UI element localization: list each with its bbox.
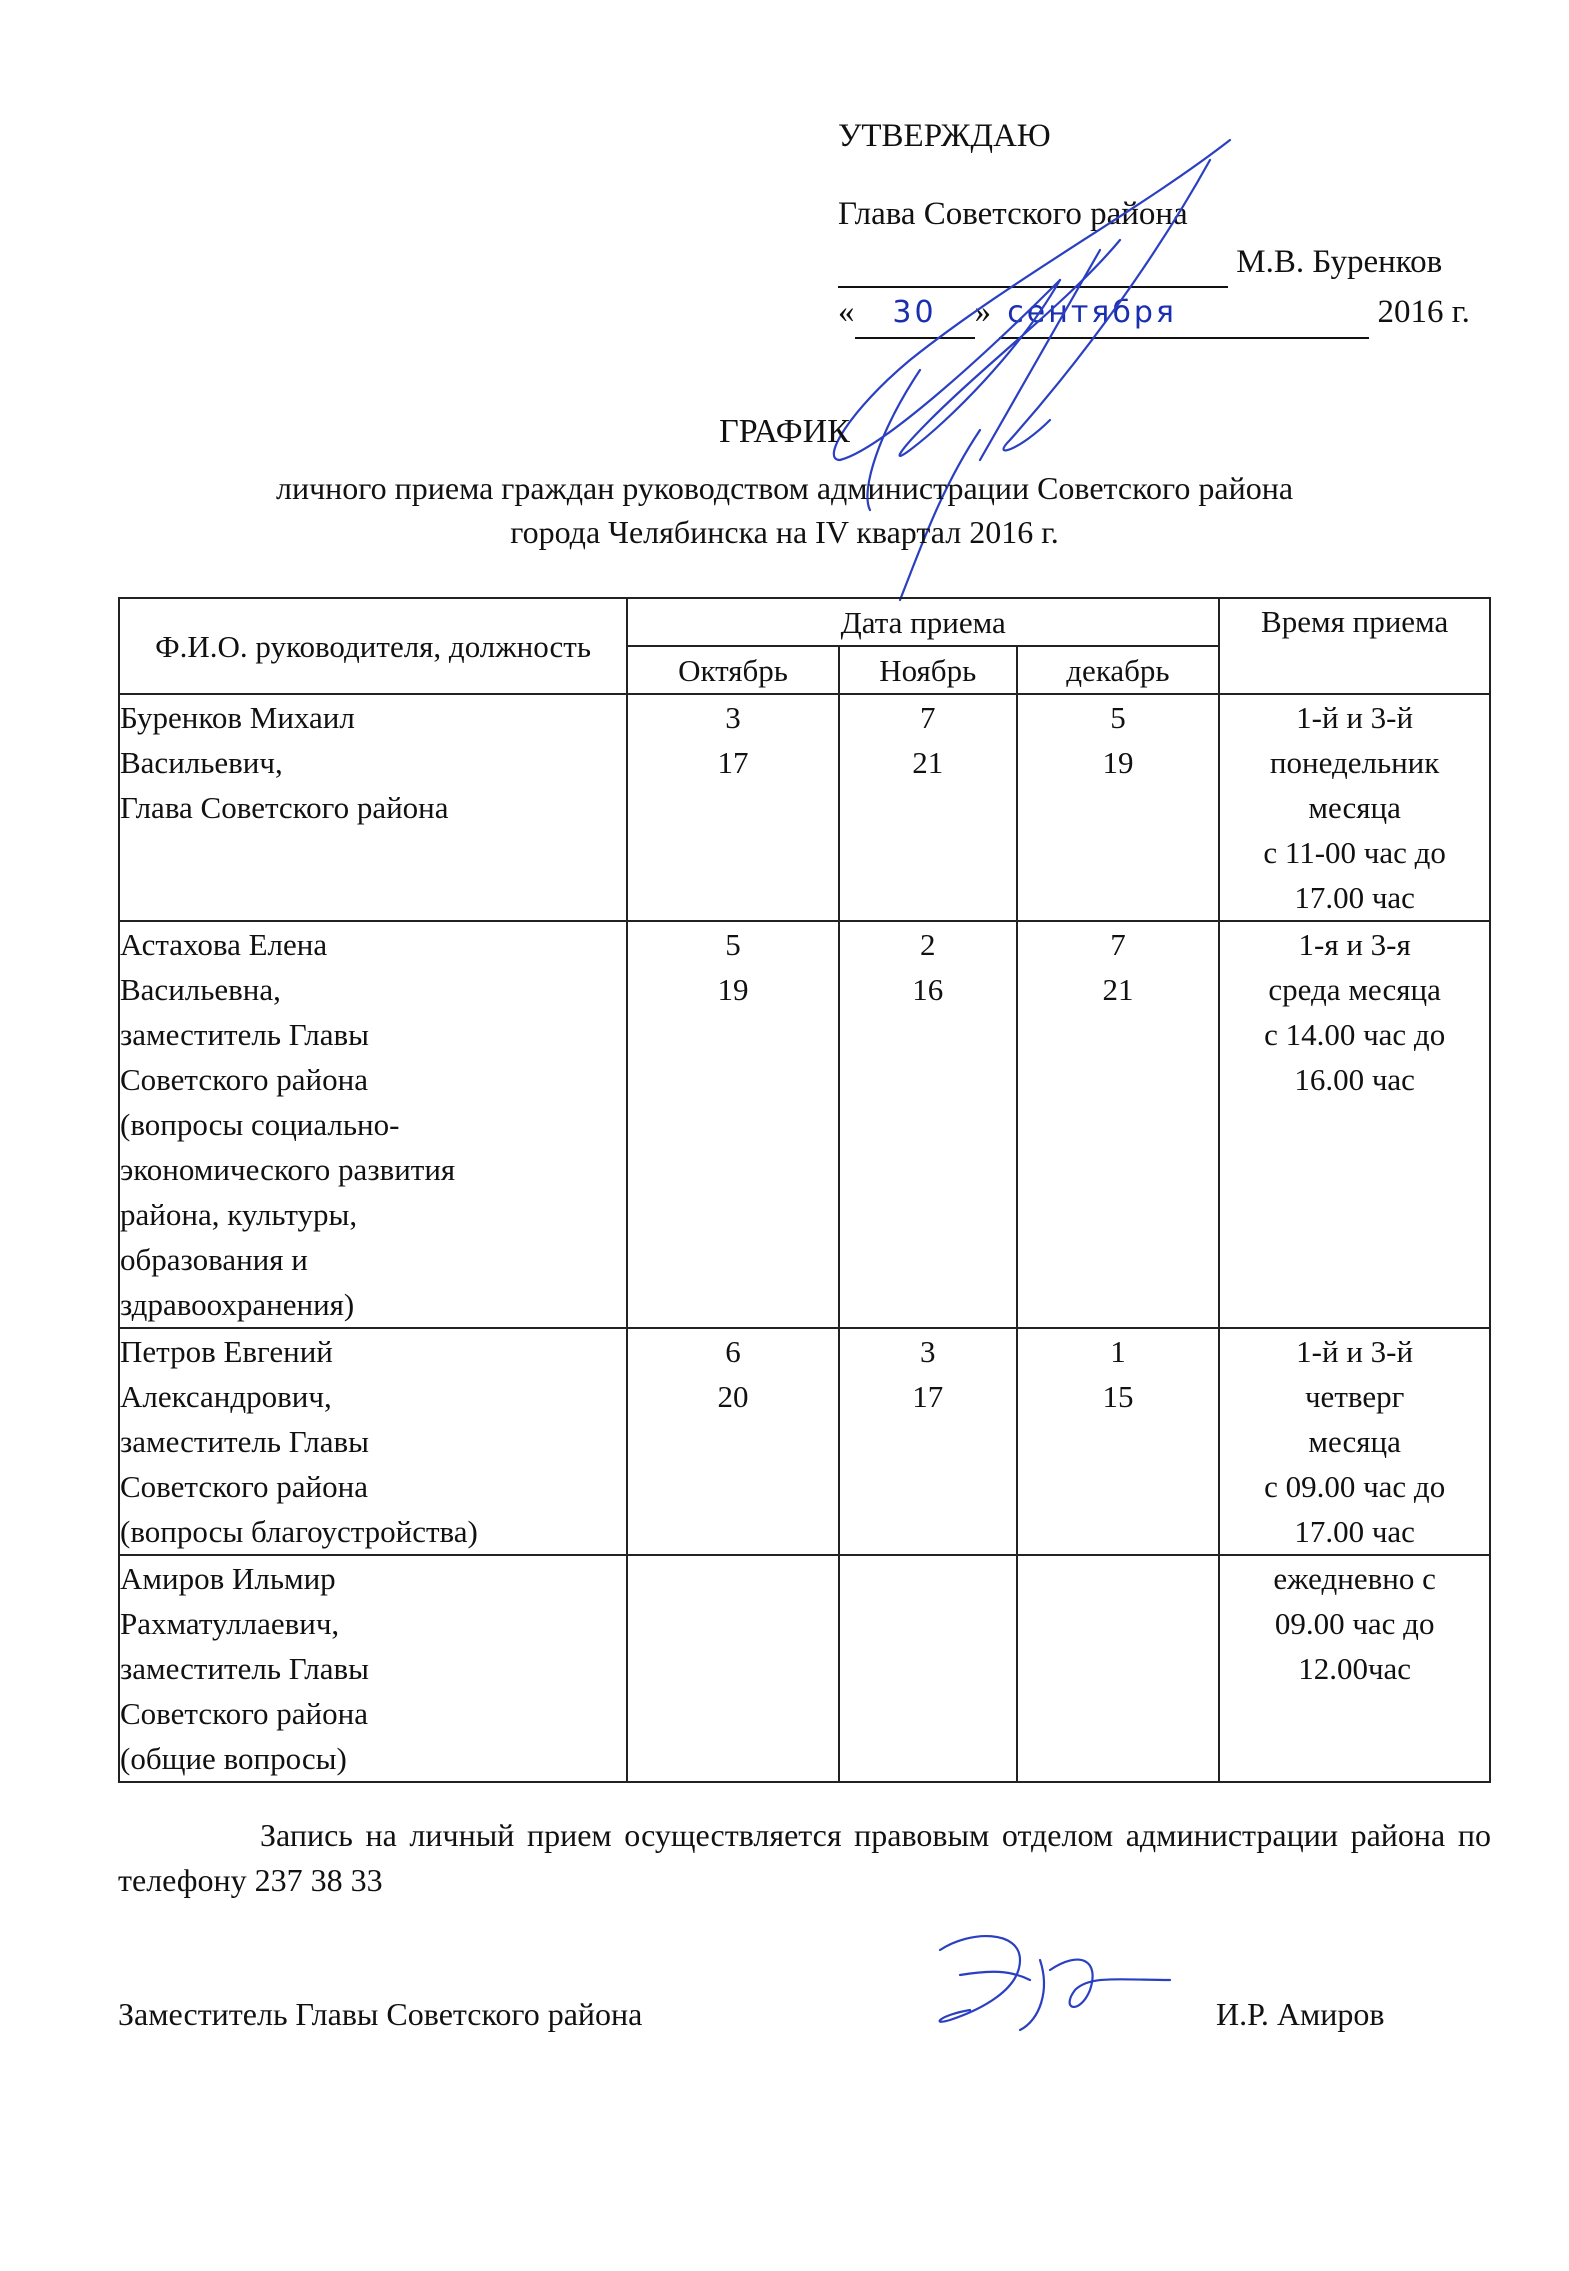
table-row — [119, 921, 1490, 1328]
cell-december — [1017, 1555, 1220, 1782]
cell-time: 1-й и 3-й четверг месяца с 09.00 час до 17.00 час — [1219, 1328, 1490, 1555]
footer-position: Заместитель Главы Советского района — [118, 1996, 643, 2032]
footer-signature-drawing — [900, 1920, 1180, 2050]
cell-name: Амиров Ильмир Рахматуллаевич, заместитель Главы Советского района (общие вопросы) — [119, 1555, 627, 1782]
cell-october — [627, 1555, 839, 1782]
table-row — [119, 1555, 1490, 1782]
cell-october: 3 17 — [627, 694, 839, 921]
cell-time: 1-я и 3-я среда месяца с 14.00 час до 16.00 час — [1219, 921, 1490, 1328]
header-time: Время приема — [1219, 598, 1490, 694]
table-header-row — [119, 598, 1490, 646]
header-month-december: декабрь — [1017, 646, 1220, 694]
document-title: ГРАФИК — [719, 413, 850, 450]
table-row — [119, 1328, 1490, 1555]
cell-november: 2 16 — [839, 921, 1017, 1328]
cell-time: ежедневно с 09.00 час до 12.00час — [1219, 1555, 1490, 1782]
cell-october: 5 19 — [627, 921, 839, 1328]
header-name: Ф.И.О. руководителя, должность — [119, 598, 627, 694]
cell-name: Буренков Михаил Васильевич, Глава Советского района — [119, 694, 627, 921]
approval-position: Глава Советского района — [838, 196, 1188, 232]
cell-november: 7 21 — [839, 694, 1017, 921]
approval-date-month: сентября — [1007, 295, 1177, 330]
approval-signer: М.В. Буренков — [1236, 244, 1443, 280]
cell-name: Петров Евгений Александрович, заместитель Главы Советского района (вопросы благоустройства) — [119, 1328, 627, 1555]
header-month-october: Октябрь — [627, 646, 839, 694]
header-date-group: Дата приема — [627, 598, 1219, 646]
approval-date-day: 30 — [892, 295, 937, 330]
approval-date: « 30 » сентября 2016 г. — [838, 288, 1470, 339]
cell-november — [839, 1555, 1017, 1782]
cell-time: 1-й и 3-й понедельник месяца с 11-00 час до 17.00 час — [1219, 694, 1490, 921]
cell-november: 3 17 — [839, 1328, 1017, 1555]
footer-signer: И.Р. Амиров — [1216, 1996, 1385, 2032]
schedule-table — [118, 597, 1491, 1783]
cell-december: 1 15 — [1017, 1328, 1220, 1555]
header-month-november: Ноябрь — [839, 646, 1017, 694]
cell-december: 5 19 — [1017, 694, 1220, 921]
approval-heading: УТВЕРЖДАЮ — [838, 118, 1051, 154]
registration-note: Запись на личный прием осуществляется правовым отделом администрации района по телефону 237 38 33 — [118, 1817, 1491, 1898]
approval-date-year: 2016 г. — [1377, 294, 1470, 330]
document-subtitle: личного приема граждан руководством администрации Советского района города Челябинска на IV квартал 2016 г. — [275, 470, 1294, 550]
cell-name: Астахова Елена Васильевна, заместитель Главы Советского района (вопросы социально- экономического развития района, культуры, образования и здравоохранения) — [119, 921, 627, 1328]
cell-december: 7 21 — [1017, 921, 1220, 1328]
cell-october: 6 20 — [627, 1328, 839, 1555]
table-row — [119, 694, 1490, 921]
